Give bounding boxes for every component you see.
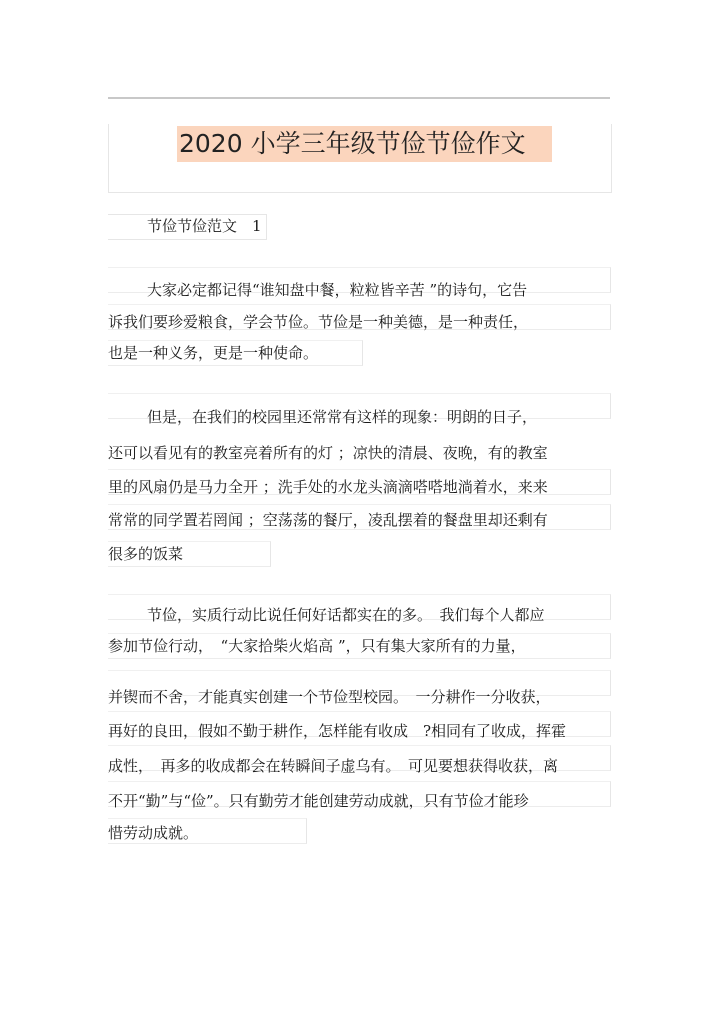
- paragraph-3-line-1: 节俭，实质行动比说任何好话都实在的多。 我们每个人都应: [147, 606, 545, 624]
- paragraph-1-line-2: 诉我们要珍爱粮食，学会节俭。节俭是一种美德，是一种责任，: [108, 313, 529, 331]
- paragraph-3-line-6: 不开“勤”与“俭”。只有勤劳才能创建劳动成就，只有节俭才能珍: [108, 792, 529, 810]
- paragraph-3-line-5: 成性， 再多的收成都会在转瞬间子虚乌有。 可见要想获得收获，离: [108, 757, 559, 775]
- section-heading: 节俭节俭范文 1: [147, 217, 262, 235]
- paragraph-3-line-3: 并锲而不舍，才能真实创建一个节俭型校园。 一分耕作一分收获，: [108, 688, 551, 706]
- paragraph-3-line-7: 惜劳动成就。: [108, 824, 199, 842]
- paragraph-3-line-4: 再好的良田，假如不勤于耕作，怎样能有收成 ?相同有了收成，挥霍: [108, 722, 567, 740]
- paragraph-1-line-1: 大家必定都记得“谁知盘中餐，粒粒皆辛苦 ”的诗句，它告: [147, 281, 528, 299]
- paragraph-2-line-2: 还可以看见有的教室亮着所有的灯 ；凉快的清晨、夜晚，有的教室: [108, 444, 548, 462]
- document-title: 2020 小学三年级节俭节俭作文: [177, 126, 552, 162]
- paragraph-2-line-4: 常常的同学置若罔闻 ；空荡荡的餐厅，凌乱摆着的餐盘里却还剩有: [108, 511, 548, 529]
- paragraph-2-line-1: 但是，在我们的校园里还常常有这样的现象：明朗的日子，: [147, 408, 538, 426]
- paragraph-2-line-3: 里的风扇仍是马力全开 ；洗手处的水龙头滴滴嗒嗒地淌着水，来来: [108, 478, 548, 496]
- top-divider: [108, 97, 610, 99]
- paragraph-1-line-3: 也是一种义务，更是一种使命。: [108, 344, 319, 362]
- paragraph-3-line-2: 参加节俭行动， “大家拾柴火焰高 ”，只有集大家所有的力量，: [108, 637, 526, 655]
- paragraph-2-line-5: 很多的饭菜: [108, 545, 184, 563]
